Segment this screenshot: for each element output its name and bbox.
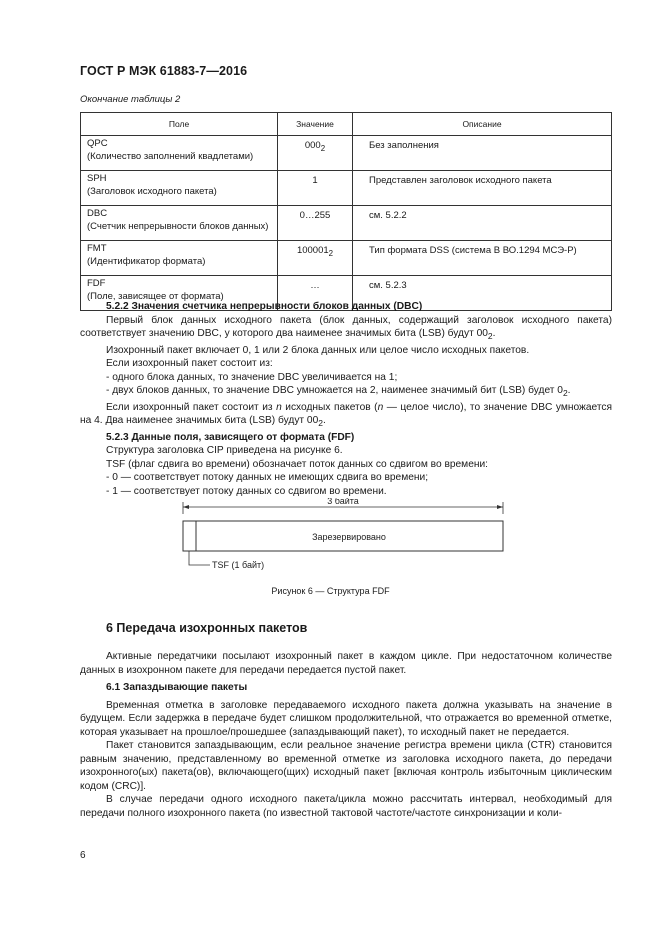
field-name: QPC	[87, 138, 108, 149]
section-title-6: 6 Передача изохронных пакетов	[106, 621, 308, 635]
field-description: (Поле, зависящее от формата)	[87, 290, 224, 302]
paragraph: Временная отметка в заголовке передаваемого исходного пакета должна указывать на значение в будущем. Если задержка в передаче будет слишком продолжительной, что отражается во временной отметке, которая указывает на прошлое/прошедшее (запаздывающий пакет), то исходный пакет не передается.	[80, 699, 612, 738]
fdf-structure-diagram	[176, 498, 616, 578]
value-text: 0…255	[299, 210, 331, 221]
list-item: - 0 — соответствует потоку данных не имеющих сдвига во времени;	[106, 472, 429, 484]
table-header-row	[81, 113, 612, 136]
value-cell	[278, 206, 353, 241]
value-cell	[278, 136, 353, 171]
field-description: (Количество заполнений квадлетами)	[87, 150, 254, 162]
section-5-2-2	[80, 300, 612, 498]
value-cell	[278, 241, 353, 276]
table-row	[81, 171, 612, 206]
paragraph: В случае передачи одного исходного пакета/цикла можно рассчитать интервал, необходимый для передачи полного изохронного пакета (по известной тактовой частоте/частоте синхронизации и коли-	[80, 794, 612, 819]
description-cell: Тип формата DSS (система В ВО.1294 МСЭ-Р)	[353, 241, 612, 276]
page-number: 6	[80, 850, 86, 861]
column-header-field: Поле	[81, 113, 278, 136]
paragraph: Изохронный пакет включает 0, 1 или 2 блока данных или целое число исходных пакетов.	[106, 344, 530, 356]
table-row	[81, 206, 612, 241]
paragraph: TSF (флаг сдвига во времени) обозначает поток данных со сдвигом во времени:	[106, 458, 489, 470]
field-cell	[81, 136, 278, 171]
section-6-body	[80, 650, 612, 820]
value-subscript: 2	[328, 248, 334, 258]
paragraph: Если изохронный пакет состоит из:	[106, 358, 273, 370]
table-row	[81, 136, 612, 171]
paragraph: Первый блок данных исходного пакета (блок данных, содержащий заголовок исходного пакета) соответствует значению DBC, у которого два наименее значимых бита (LSB) будут $00_2$.	[80, 314, 612, 342]
list-item: - 1 — соответствует потоку данных со сдвигом во времени.	[106, 485, 387, 497]
list-item: - одного блока данных, то значение DBC увеличивается на 1;	[106, 371, 398, 383]
field-description: (Заголовок исходного пакета)	[87, 185, 217, 197]
width-label: 3 байта	[327, 498, 359, 506]
paragraph: Если изохронный пакет состоит из n исходных пакетов (n — целое число), то значение DBC умножается на 4. Два наименее значимых бита (LSB) будут $00_2$.	[80, 401, 612, 429]
table-caption: Окончание таблицы 2	[80, 94, 181, 105]
value-text: 000	[304, 140, 321, 151]
description-cell: Представлен заголовок исходного пакета	[353, 171, 612, 206]
tsf-leader-line	[189, 551, 210, 565]
field-description: (Счетчик непрерывности блоков данных)	[87, 220, 269, 232]
reserved-label: Зарезервировано	[312, 532, 386, 542]
paragraph: Пакет становится запаздывающим, если реальное значение регистра времени цикла (CTR) становится равным значению, представленному во временной отметке из заголовка исходного пакета, до передачи изохронного(ых) пакета(ов), включающего(щих) исходный пакет [включая контроль избыточным циклическим кодом (CRC)].	[80, 740, 612, 792]
document-header: ГОСТ Р МЭК 61883-7—2016	[80, 64, 248, 78]
fields-table	[80, 112, 612, 311]
value-subscript: 2	[320, 143, 326, 153]
section-heading-5-2-2: 5.2.2 Значения счетчика непрерывности блоков данных (DBC)	[106, 301, 423, 312]
description-cell: Без заполнения	[353, 136, 612, 171]
field-cell	[81, 241, 278, 276]
field-cell	[81, 171, 278, 206]
figure-caption: Рисунок 6 — Структура FDF	[271, 586, 390, 596]
value-text: …	[310, 280, 320, 291]
tsf-label: TSF (1 байт)	[212, 560, 265, 570]
paragraph: Активные передатчики посылают изохронный пакет в каждом цикле. При недостаточном количестве данных в изохронном пакете для передачи передается пустой пакет.	[80, 651, 612, 676]
field-description: (Идентификатор формата)	[87, 255, 206, 267]
section-heading-5-2-3: 5.2.3 Данные поля, зависящего от формата (FDF)	[106, 431, 355, 443]
section-heading-6-1: 6.1 Запаздывающие пакеты	[106, 682, 248, 693]
field-name: DBC	[87, 208, 108, 219]
field-cell	[81, 206, 278, 241]
arrow-right-icon	[497, 505, 503, 509]
table-row	[81, 241, 612, 276]
value-cell	[278, 171, 353, 206]
field-name: FMT	[87, 243, 107, 254]
field-name: FDF	[87, 278, 106, 289]
arrow-left-icon	[183, 505, 189, 509]
description-cell: см. 5.2.3	[353, 276, 612, 311]
list-item: - двух блоков данных, то значение DBC умножается на 2, наименее значимый бит (LSB) будет $0_2$.	[106, 385, 571, 399]
description-cell: см. 5.2.2	[353, 206, 612, 241]
column-header-description: Описание	[353, 113, 612, 136]
field-name: SPH	[87, 173, 107, 184]
paragraph: Структура заголовка CIP приведена на рисунке 6.	[106, 445, 343, 457]
value-text: 1	[312, 175, 318, 186]
value-text: 100001	[296, 245, 329, 256]
column-header-value: Значение	[278, 113, 353, 136]
